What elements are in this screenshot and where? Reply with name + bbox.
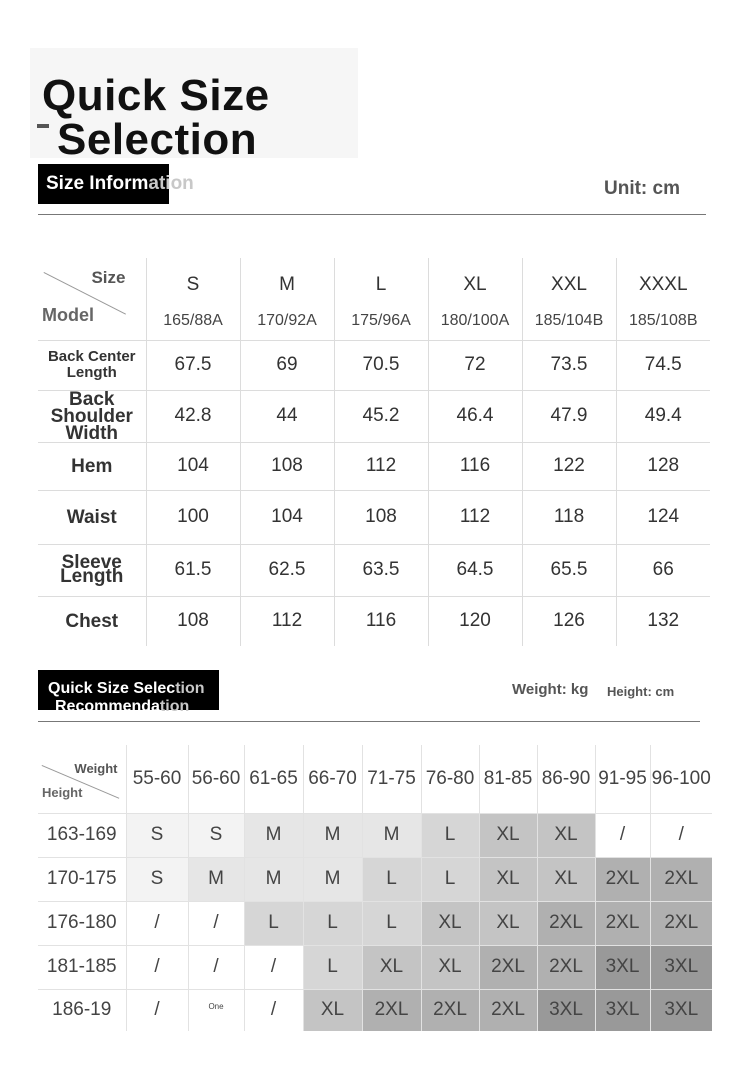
table-cell: 49.4 xyxy=(616,390,710,442)
row-label: Back Center Length xyxy=(38,340,146,390)
weight-col-header: 55-60 xyxy=(126,745,188,813)
corner-height-label: Height xyxy=(42,785,83,800)
size-cell: 2XL xyxy=(595,857,650,901)
size-cell: M xyxy=(303,857,362,901)
size-cell: L xyxy=(303,901,362,945)
decorative-dash xyxy=(37,124,49,128)
weight-col-header: 56-60 xyxy=(188,745,244,813)
size-col-header: S 165/88A xyxy=(146,258,240,340)
table-cell: 47.9 xyxy=(522,390,616,442)
table-row xyxy=(38,340,710,390)
height-row-label: 170-175 xyxy=(38,857,126,901)
table-cell: 44 xyxy=(240,390,334,442)
size-cell: XL xyxy=(479,813,537,857)
table-cell: 42.8 xyxy=(146,390,240,442)
size-cell: XL xyxy=(537,813,595,857)
row-label: Back Shoulder Width xyxy=(38,390,146,442)
size-cell: One xyxy=(188,989,244,1031)
table-cell: 69 xyxy=(240,340,334,390)
size-corner-cell xyxy=(38,258,146,340)
table-row xyxy=(38,390,710,442)
size-cell: / xyxy=(188,901,244,945)
table-cell: 72 xyxy=(428,340,522,390)
table-row xyxy=(38,857,712,901)
size-table xyxy=(38,258,710,646)
size-header-row xyxy=(38,258,710,340)
height-row-label: 181-185 xyxy=(38,945,126,989)
size-cell: S xyxy=(188,813,244,857)
table-row xyxy=(38,945,712,989)
table-row xyxy=(38,596,710,646)
size-cell: 2XL xyxy=(537,945,595,989)
table-cell: 112 xyxy=(240,596,334,646)
table-cell: 108 xyxy=(334,490,428,544)
table-cell: 122 xyxy=(522,442,616,490)
table-cell: 70.5 xyxy=(334,340,428,390)
size-cell: XL xyxy=(362,945,421,989)
table-cell: 112 xyxy=(428,490,522,544)
row-label: Waist xyxy=(38,490,146,544)
weight-col-header: 61-65 xyxy=(244,745,303,813)
weight-col-header: 76-80 xyxy=(421,745,479,813)
title-line-1: Quick Size xyxy=(42,71,270,120)
size-cell: M xyxy=(244,857,303,901)
weight-col-header: 71-75 xyxy=(362,745,421,813)
size-cell: XL xyxy=(537,857,595,901)
size-col-header: L 175/96A xyxy=(334,258,428,340)
unit-label: Unit: cm xyxy=(604,178,680,199)
size-cell: M xyxy=(303,813,362,857)
size-cell: / xyxy=(126,989,188,1031)
page-title xyxy=(42,71,270,164)
size-cell: 3XL xyxy=(537,989,595,1031)
size-cell: L xyxy=(303,945,362,989)
table-cell: 100 xyxy=(146,490,240,544)
size-col-header: XL 180/100A xyxy=(428,258,522,340)
size-cell: XL xyxy=(421,945,479,989)
table-cell: 66 xyxy=(616,544,710,596)
table-cell: 67.5 xyxy=(146,340,240,390)
table-cell: 45.2 xyxy=(334,390,428,442)
weight-col-header: 66-70 xyxy=(303,745,362,813)
table-row xyxy=(38,442,710,490)
size-cell: L xyxy=(244,901,303,945)
size-cell: L xyxy=(362,901,421,945)
table-row xyxy=(38,989,712,1031)
row-label: Chest xyxy=(38,596,146,646)
weight-header-row xyxy=(38,745,712,813)
size-cell: 3XL xyxy=(595,989,650,1031)
size-cell: XL xyxy=(479,857,537,901)
size-cell: 2XL xyxy=(479,989,537,1031)
size-cell: 3XL xyxy=(650,989,712,1031)
table-row xyxy=(38,813,712,857)
table-cell: 65.5 xyxy=(522,544,616,596)
table-cell: 62.5 xyxy=(240,544,334,596)
table-cell: 118 xyxy=(522,490,616,544)
title-line-2: Selection xyxy=(57,115,258,164)
table-cell: 116 xyxy=(428,442,522,490)
size-cell: L xyxy=(362,857,421,901)
size-col-header: XXXL 185/108B xyxy=(616,258,710,340)
size-info-label-dark: Size Inform xyxy=(46,173,149,194)
divider xyxy=(38,214,706,215)
table-row xyxy=(38,490,710,544)
row-label: Sleeve Length xyxy=(38,544,146,596)
height-row-label: 186-19 xyxy=(38,989,126,1031)
weight-col-header: 96-100 xyxy=(650,745,712,813)
size-cell: 2XL xyxy=(595,901,650,945)
size-cell: M xyxy=(362,813,421,857)
table-cell: 126 xyxy=(522,596,616,646)
size-cell: 2XL xyxy=(421,989,479,1031)
size-cell: / xyxy=(188,945,244,989)
size-cell: XL xyxy=(303,989,362,1031)
corner-weight-label: Weight xyxy=(74,761,118,776)
size-cell: / xyxy=(650,813,712,857)
size-cell: 2XL xyxy=(650,857,712,901)
size-cell: / xyxy=(126,945,188,989)
corner-model-label: Model xyxy=(42,304,94,325)
divider xyxy=(38,721,700,722)
size-col-header: M 170/92A xyxy=(240,258,334,340)
size-cell: / xyxy=(595,813,650,857)
row-label: Hem xyxy=(38,442,146,490)
table-cell: 46.4 xyxy=(428,390,522,442)
table-cell: 112 xyxy=(334,442,428,490)
rec-label-dark-1: Quick Size Selec xyxy=(48,680,176,697)
size-cell: 2XL xyxy=(362,989,421,1031)
size-cell: 3XL xyxy=(650,945,712,989)
size-cell: S xyxy=(126,813,188,857)
table-cell: 61.5 xyxy=(146,544,240,596)
size-cell: 2XL xyxy=(537,901,595,945)
height-row-label: 163-169 xyxy=(38,813,126,857)
size-cell: XL xyxy=(479,901,537,945)
weight-col-header: 81-85 xyxy=(479,745,537,813)
size-cell: L xyxy=(421,857,479,901)
height-row-label: 176-180 xyxy=(38,901,126,945)
table-cell: 104 xyxy=(146,442,240,490)
size-cell: / xyxy=(126,901,188,945)
size-col-header: XXL 185/104B xyxy=(522,258,616,340)
rec-label-dark-2: Recommenda xyxy=(55,698,160,715)
table-cell: 120 xyxy=(428,596,522,646)
size-cell: XL xyxy=(421,901,479,945)
table-cell: 108 xyxy=(146,596,240,646)
table-cell: 116 xyxy=(334,596,428,646)
table-cell: 108 xyxy=(240,442,334,490)
size-cell: / xyxy=(244,945,303,989)
rec-label-light-1: tion xyxy=(175,680,205,697)
rec-label-light-2: tion xyxy=(159,698,190,715)
size-info-label-light: ation xyxy=(148,173,194,194)
table-cell: 132 xyxy=(647,610,680,632)
size-info-label xyxy=(38,164,238,204)
size-cell: S xyxy=(126,857,188,901)
table-cell: 128 xyxy=(616,442,710,490)
table-cell: 124 xyxy=(616,490,710,544)
table-cell: 73.5 xyxy=(522,340,616,390)
table-cell: 104 xyxy=(240,490,334,544)
table-row xyxy=(38,544,710,596)
table-cell: 74.5 xyxy=(616,340,710,390)
size-cell: 2XL xyxy=(650,901,712,945)
size-cell: 3XL xyxy=(595,945,650,989)
size-cell: 2XL xyxy=(479,945,537,989)
weight-col-header: 91-95 xyxy=(595,745,650,813)
table-row xyxy=(38,901,712,945)
table-cell: 63.5 xyxy=(334,544,428,596)
weight-col-header: 86-90 xyxy=(537,745,595,813)
table-cell: 64.5 xyxy=(428,544,522,596)
size-cell: M xyxy=(244,813,303,857)
recommendation-table xyxy=(38,745,712,1031)
height-unit-label: Height: cm xyxy=(607,684,675,699)
rec-corner-cell xyxy=(38,745,126,813)
corner-size-label: Size xyxy=(91,268,126,287)
size-cell: M xyxy=(188,857,244,901)
size-cell: L xyxy=(421,813,479,857)
recommendation-label xyxy=(38,670,278,714)
weight-unit-label: Weight: kg xyxy=(512,681,589,698)
size-cell: / xyxy=(244,989,303,1031)
